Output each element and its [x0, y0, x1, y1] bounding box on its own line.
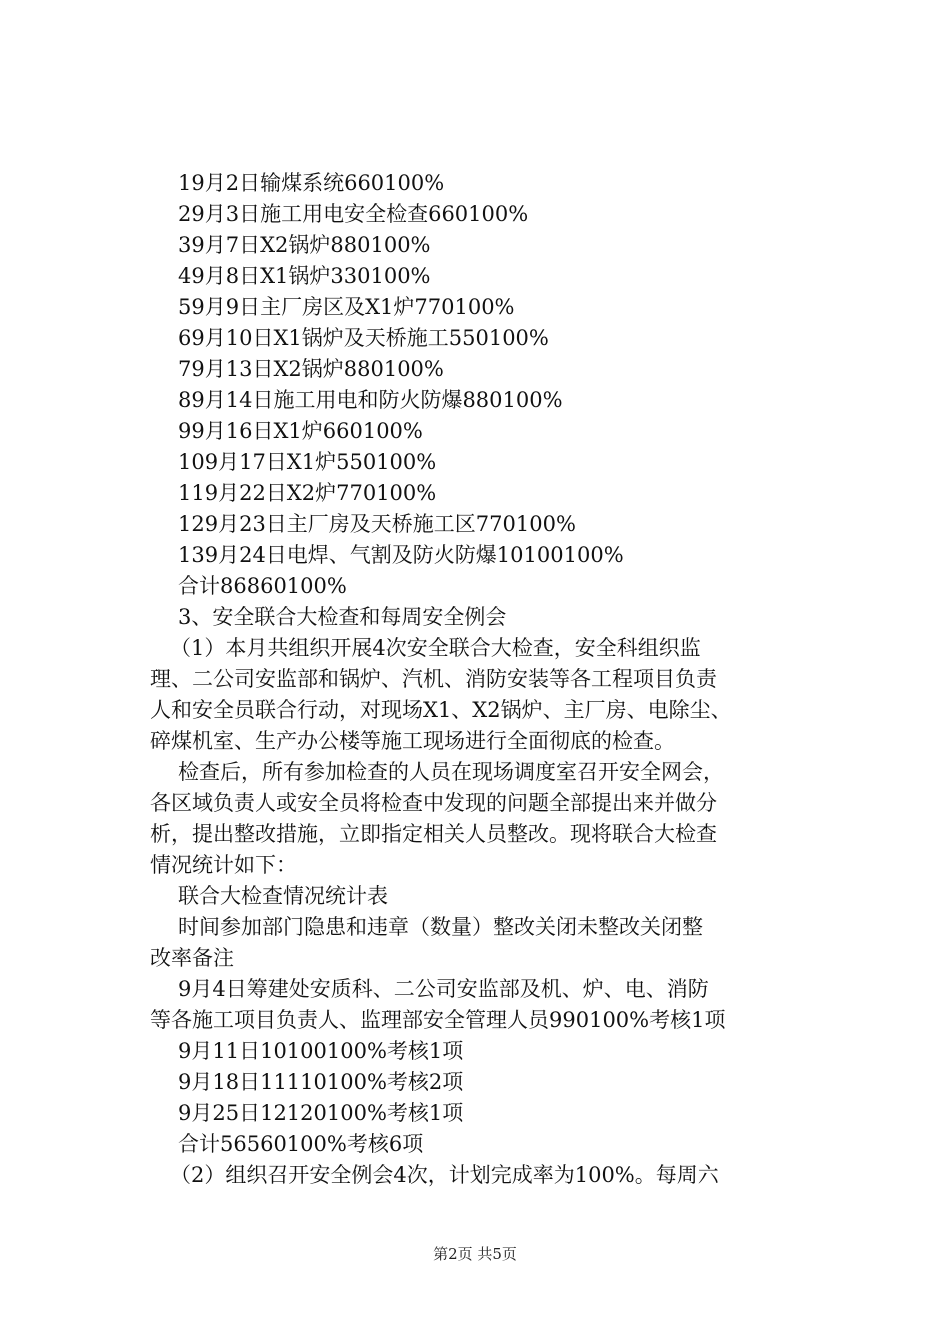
paragraph-line: 人和安全员联合行动，对现场X1、X2锅炉、主厂房、电除尘、: [150, 698, 732, 722]
table1-row: 89月14日施工用电和防火防爆880100%: [178, 388, 563, 412]
section3-paragraph-2: [150, 757, 840, 881]
table1-row: 119月22日X2炉770100%: [178, 481, 437, 505]
section3-heading: 3、安全联合大检查和每周安全例会: [178, 605, 507, 629]
table1-row: 49月8日X1锅炉330100%: [178, 264, 431, 288]
paragraph-line: （1）本月共组织开展4次安全联合大检查，安全科组织监: [170, 636, 701, 660]
table1-row: 99月16日X1炉660100%: [178, 419, 423, 443]
table2-title: 联合大检查情况统计表: [178, 884, 388, 908]
paragraph-line: 情况统计如下：: [150, 853, 297, 877]
document-body: [150, 168, 840, 1191]
table2-header: [150, 912, 840, 974]
paragraph-line: 各区域负责人或安全员将检查中发现的问题全部提出来并做分: [150, 791, 717, 815]
table2-header-line: 时间参加部门隐患和违章（数量）整改关闭未整改关闭整: [178, 915, 703, 939]
table1-row: 109月17日X1炉550100%: [178, 450, 437, 474]
table2-row: 9月25日12120100%考核1项: [178, 1101, 464, 1125]
table2-header-line: 改率备注: [150, 946, 234, 970]
table1-row: 129月23日主厂房及天桥施工区770100%: [178, 512, 576, 536]
section3-paragraph-3: （2）组织召开安全例会4次，计划完成率为100%。每周六: [170, 1163, 719, 1187]
paragraph-line: 析，提出整改措施，立即指定相关人员整改。现将联合大检查: [150, 822, 717, 846]
table2-row-line: 9月4日筹建处安质科、二公司安监部及机、炉、电、消防: [178, 977, 709, 1001]
table2-row: [150, 974, 840, 1036]
table2-row: 9月18日11110100%考核2项: [178, 1070, 464, 1094]
table2-row-line: 等各施工项目负责人、监理部安全管理人员990100%考核1项: [150, 1008, 726, 1032]
table2-total: 合计56560100%考核6项: [178, 1132, 424, 1156]
paragraph-line: 检查后，所有参加检查的人员在现场调度室召开安全网会，: [178, 760, 724, 784]
table1-row: 69月10日X1锅炉及天桥施工550100%: [178, 326, 549, 350]
table1-row: 79月13日X2锅炉880100%: [178, 357, 444, 381]
table1-total: 合计86860100%: [178, 574, 347, 598]
table1-row: 29月3日施工用电安全检查660100%: [178, 202, 529, 226]
table1-row: 59月9日主厂房区及X1炉770100%: [178, 295, 515, 319]
paragraph-line: 碎煤机室、生产办公楼等施工现场进行全面彻底的检查。: [150, 729, 675, 753]
table2-row: 9月11日10100100%考核1项: [178, 1039, 464, 1063]
section3-paragraph-1: [150, 633, 840, 757]
table1-row: 139月24日电焊、气割及防火防爆10100100%: [178, 543, 624, 567]
table1-row: 39月7日X2锅炉880100%: [178, 233, 431, 257]
paragraph-line: 理、二公司安监部和锅炉、汽机、消防安装等各工程项目负责: [150, 667, 717, 691]
table1-row: 19月2日输煤系统660100%: [178, 171, 445, 195]
page-number-footer: 第2页 共5页: [433, 1245, 517, 1263]
